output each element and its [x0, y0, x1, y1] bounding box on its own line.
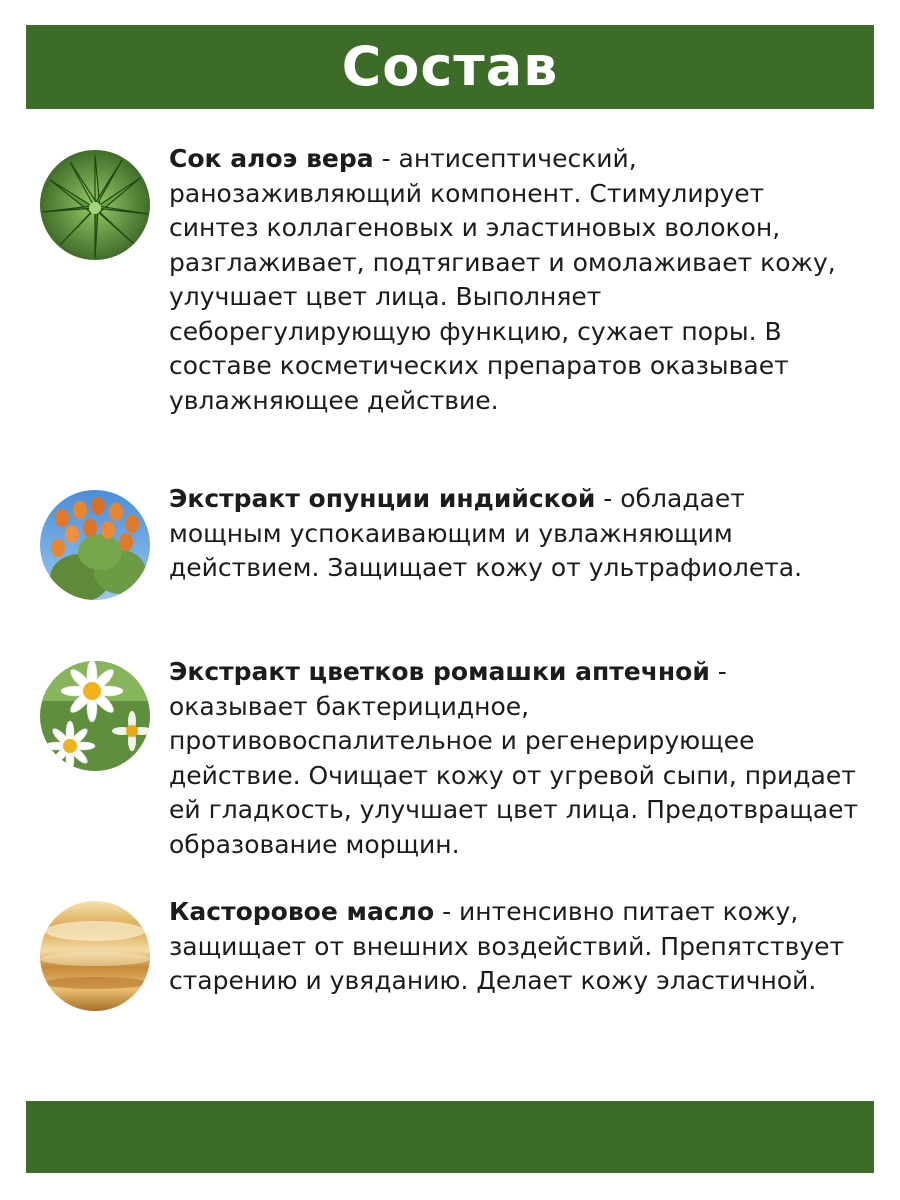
ingredient-description [169, 142, 859, 418]
opuntia-cactus-icon [40, 490, 150, 600]
ingredient-text: - оказывает бактерицидное, противовоспалительное и регенерирующее действие. Очищает кожу от угревой сыпи, придает ей гладкость, улучшает цвет лица. Предотвращает образование морщин. [169, 657, 859, 859]
header-banner [26, 25, 874, 109]
ingredient-text: - антисептический, ранозаживляющий компонент. Стимулирует синтез коллагеновых и эластиновых волокон, разглаживает, подтягивает и омолаживает кожу, улучшает цвет лица. Выполняет себорегулирующую функцию, сужает поры. В составе косметических препаратов оказывает увлажняющее действие. [169, 144, 836, 415]
ingredient-name: Экстракт опунции индийской [169, 484, 596, 513]
ingredient-text: - интенсивно питает кожу, защищает от внешних воздействий. Препятствует старению и увяданию. Делает кожу эластичной. [169, 897, 845, 995]
ingredient-description [169, 895, 859, 999]
footer-banner [26, 1101, 874, 1173]
ingredient-text: - обладает мощным успокаивающим и увлажняющим действием. Защищает кожу от ультрафиолета. [169, 484, 803, 582]
chamomile-flower-icon [40, 661, 150, 771]
ingredient-name: Экстракт цветков ромашки аптечной [169, 657, 710, 686]
ingredient-name: Касторовое масло [169, 897, 435, 926]
aloe-vera-icon [40, 150, 150, 260]
page-title: Состав [341, 35, 559, 98]
ingredient-description [169, 655, 859, 862]
ingredient-name: Сок алоэ вера [169, 144, 374, 173]
ingredient-description [169, 482, 859, 586]
castor-oil-icon [40, 901, 150, 1011]
